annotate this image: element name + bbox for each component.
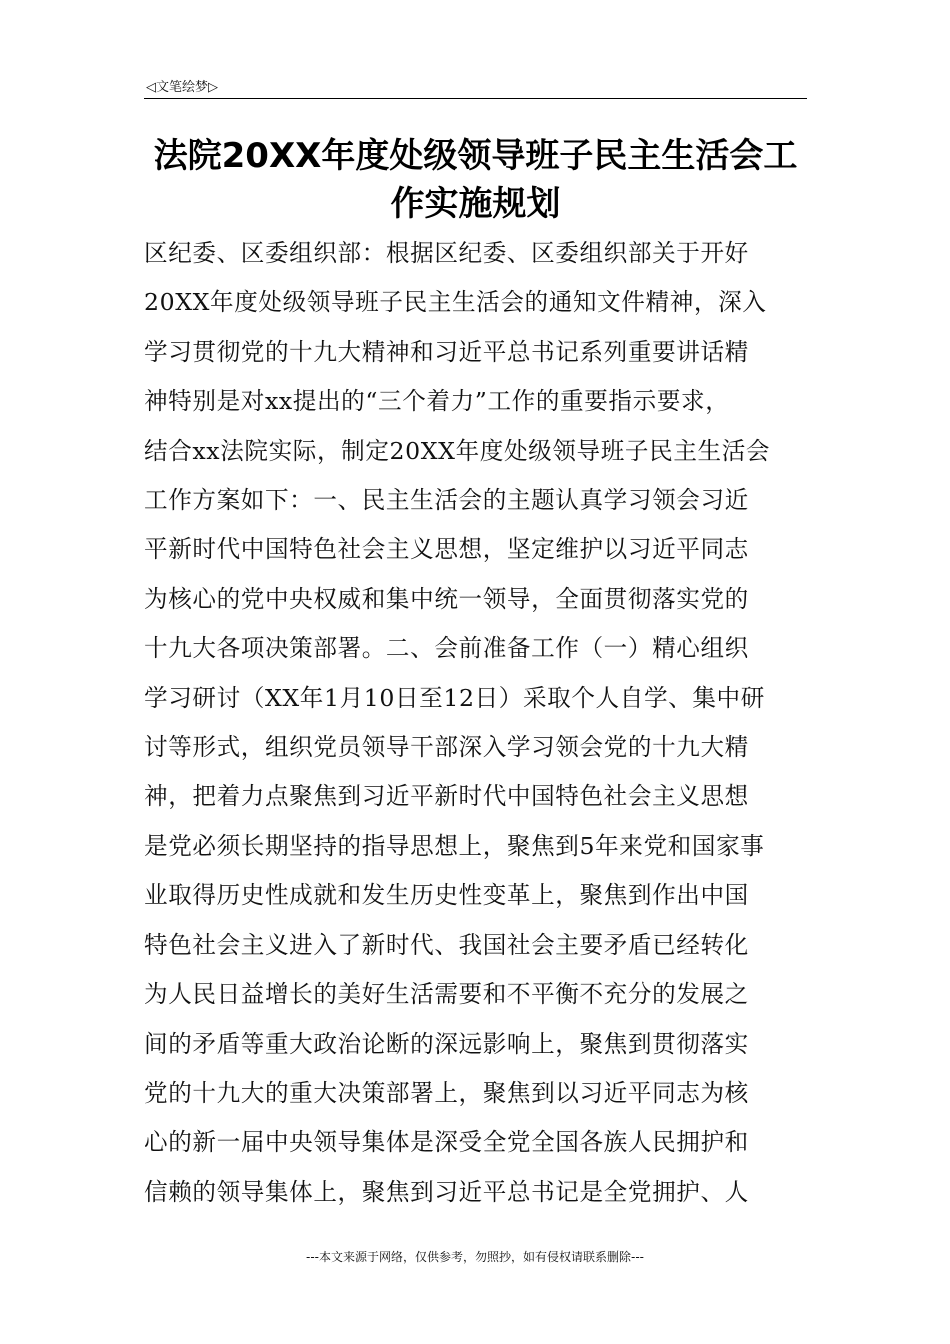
header-text: ◁文笔绘梦▷ <box>146 80 218 95</box>
title-line-2: 作实施规划 <box>390 184 561 224</box>
body-line: 十九大各项决策部署。二、会前准备工作（一）精心组织 <box>144 634 749 663</box>
body-line: 是党必须长期坚持的指导思想上，聚焦到5年来党和国家事 <box>144 831 765 860</box>
body-line: 为人民日益增长的美好生活需要和不平衡不充分的发展之 <box>144 980 749 1009</box>
body-line: 信赖的领导集体上，聚焦到习近平总书记是全党拥护、人 <box>144 1177 749 1206</box>
body-line: 心的新一届中央领导集体是深受全党全国各族人民拥护和 <box>144 1128 749 1157</box>
body-line: 工作方案如下：一、民主生活会的主题认真学习领会习近 <box>144 486 749 515</box>
title-line-1: 法院20XX年度处级领导班子民主生活会工 <box>153 136 798 176</box>
body-line: 神，把着力点聚焦到习近平新时代中国特色社会主义思想 <box>144 782 749 811</box>
body-line: 特色社会主义进入了新时代、我国社会主要矛盾已经转化 <box>144 930 749 959</box>
page-footer: ---本文来源于网络，仅供参考，勿照抄，如有侵权请联系删除--- <box>306 1250 644 1264</box>
body-line: 业取得历史性成就和发生历史性变革上，聚焦到作出中国 <box>144 881 749 910</box>
body-line: 神特别是对xx提出的“三个着力”工作的重要指示要求， <box>144 387 730 416</box>
body-line: 区纪委、区委组织部：根据区纪委、区委组织部关于开好 <box>144 239 749 267</box>
body-line: 学习研讨（XX年1月10日至12日）采取个人自学、集中研 <box>144 683 765 712</box>
body-line: 间的矛盾等重大政治论断的深远影响上，聚焦到贯彻落实 <box>144 1029 749 1058</box>
body-line: 20XX年度处级领导班子民主生活会的通知文件精神，深入 <box>144 288 767 317</box>
body-text <box>144 229 807 1217</box>
body-line: 讨等形式，组织党员领导干部深入学习领会党的十九大精 <box>144 733 749 762</box>
body-line: 为核心的党中央权威和集中统一领导，全面贯彻落实党的 <box>144 584 749 613</box>
body-line: 学习贯彻党的十九大精神和习近平总书记系列重要讲话精 <box>144 337 749 366</box>
page-header <box>144 72 807 99</box>
body-line: 平新时代中国特色社会主义思想，坚定维护以习近平同志 <box>144 535 749 564</box>
body-line: 党的十九大的重大决策部署上，聚焦到以习近平同志为核 <box>144 1078 749 1107</box>
body-line: 结合xx法院实际，制定20XX年度处级领导班子民主生活会 <box>144 436 771 465</box>
document-title <box>144 132 807 228</box>
